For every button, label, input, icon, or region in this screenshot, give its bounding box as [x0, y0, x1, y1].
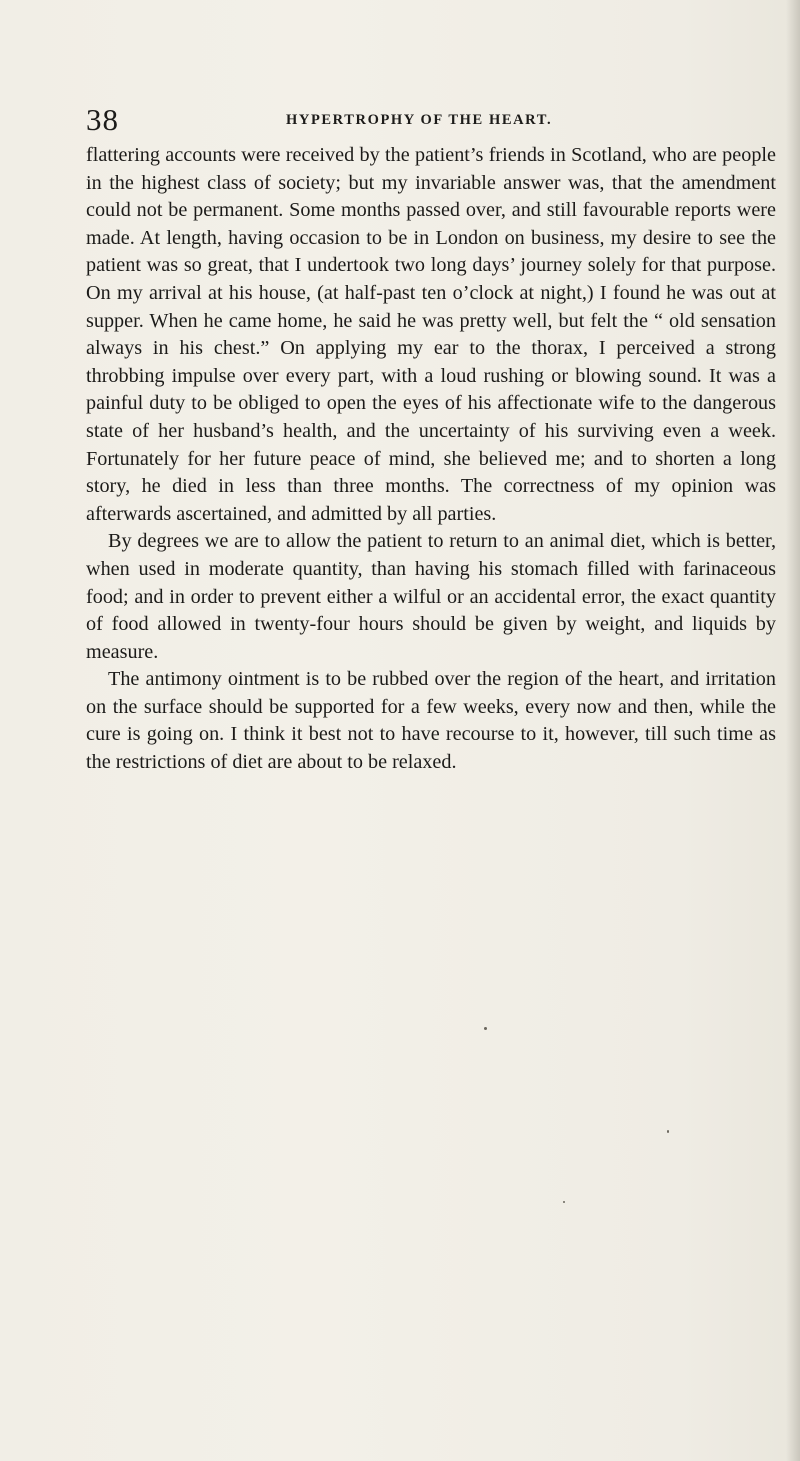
page-edge-shadow	[786, 0, 800, 1461]
paragraph-animal-diet: By degrees we are to allow the patient to return to an animal diet, which is better, when used in moderate quantity, than having his stomach filled with farinaceous food; and in order to prevent either a wilful or an accidental error, the exact quantity of food allowed in twenty-four hours should be given by weight, and liquids by measure.	[86, 530, 776, 663]
page-number: 38	[86, 102, 119, 137]
body-text	[86, 142, 776, 777]
running-head-title: HYPERTROPHY OF THE HEART.	[286, 112, 553, 128]
paper-speck	[484, 1027, 487, 1030]
running-head	[86, 100, 776, 140]
paragraph-case-narrative: flattering accounts were received by the patient’s friends in Scotland, who are people in the highest class of society; but my invariable answer was, that the amendment could not be permanent. Some months passed over, and still favourable reports were made. At length, having occasion to be in London on business, my desire to see the patient was so great, that I undertook two long days’ journey solely for that purpose. On my arrival at his house, (at half-past ten o’clock at night,) I found he was out at supper. When he came home, he said he was pretty well, but felt the “ old sensation always in his chest.” On applying my ear to the thorax, I perceived a strong throbbing impulse over every part, with a loud rushing or blowing sound. It was a painful duty to be obliged to open the eyes of his affectionate wife to the dangerous state of her husband’s health, and the uncertainty of his surviving even a week. Fortunately for her future peace of mind, she believed me; and to shorten a long story, he died in less than three months. The correctness of my opinion was afterwards ascertained, and admitted by all parties.	[86, 144, 776, 525]
paper-speck	[667, 1130, 669, 1133]
paper-speck	[563, 1201, 565, 1203]
paragraph-antimony-ointment: The antimony ointment is to be rubbed over the region of the heart, and irritation on the surface should be supported for a few weeks, every now and then, while the cure is going on. I think it best not to have recourse to it, however, till such time as the restrictions of diet are about to be relaxed.	[86, 668, 776, 774]
